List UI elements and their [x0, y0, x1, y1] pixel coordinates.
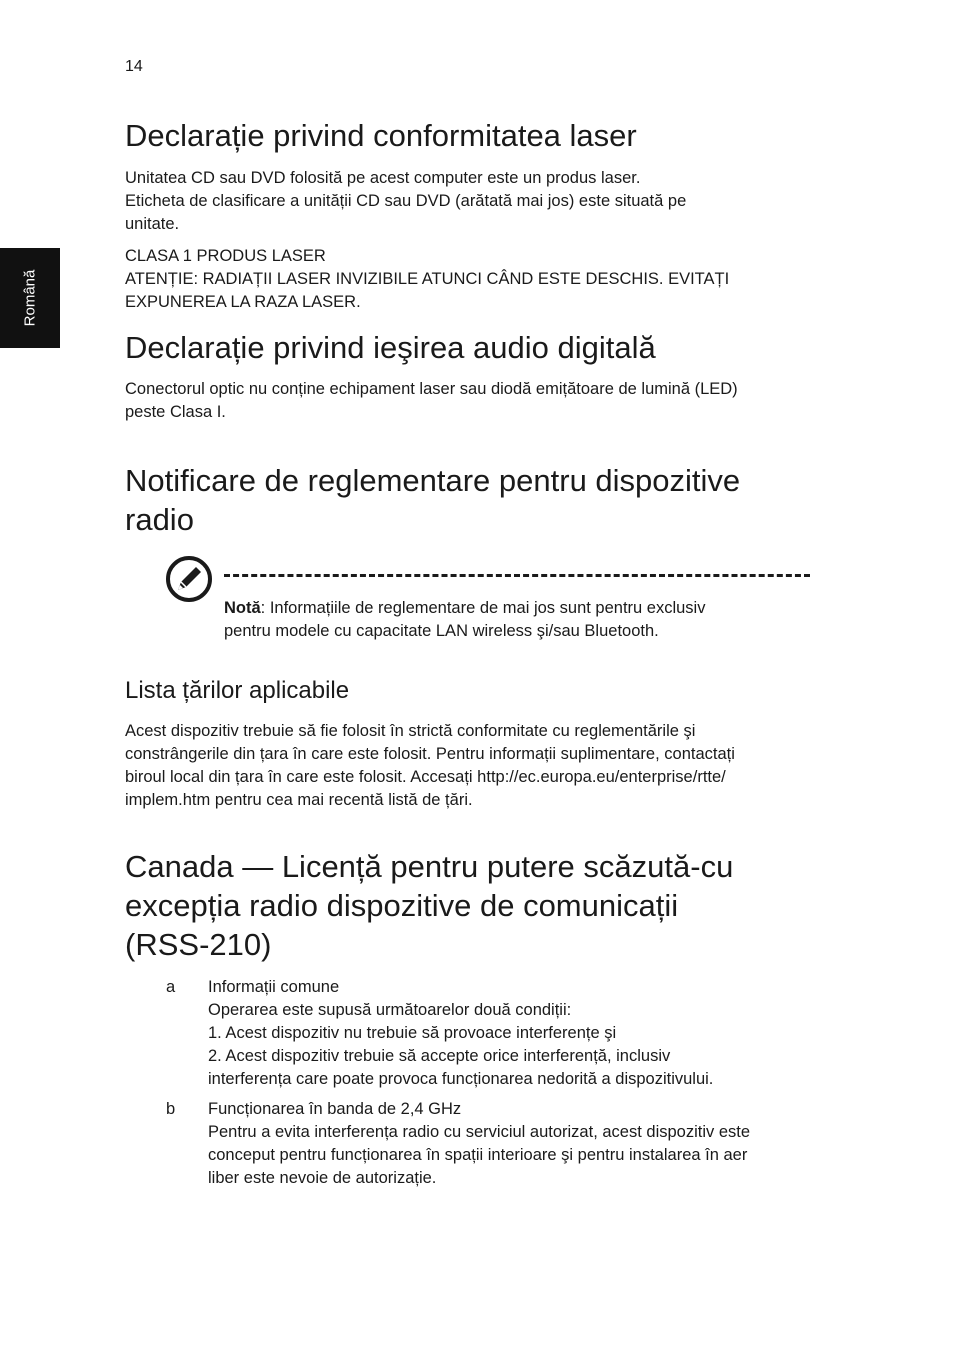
note-pencil-icon: [165, 555, 213, 603]
list-item-b: Funcționarea în banda de 2,4 GHz Pentru a evita interferența radio cu serviciul autorizat, acest dispozitiv este conceput pentru funcționarea în spații interioare şi pentru instalarea în aer liber este nevoie de autorizație.: [208, 1100, 751, 1187]
heading-canada-license: Canada — Licență pentru putere scăzută-cu excepția radio dispozitive de comunicații (RSS-210): [125, 849, 734, 962]
heading-digital-audio: Declarație privind ieşirea audio digitală: [125, 330, 656, 365]
note-label: Notă: [224, 599, 261, 617]
paragraph-applicable-countries: Acest dispozitiv trebuie să fie folosit în strictă conformitate cu reglementările şi constrângerile din țara în care este folosit. Pentru informații suplimentare, contactați biroul local din țara în care este folosit. Accesați http://ec.europa.eu/enterprise/rtte/ implem.htm pentru cea mai recentă listă de țări.: [125, 722, 735, 809]
note-text: Notă: Informațiile de reglementare de mai jos sunt pentru exclusiv pentru modele cu capacitate LAN wireless şi/sau Bluetooth.: [224, 599, 706, 640]
page-number: 14: [125, 58, 143, 75]
list-item-a: Informații comune Operarea este supusă următoarelor două condiții: 1. Acest dispozitiv nu trebuie să provoace interferențe şi 2. Acest dispozitiv trebuie să accepte orice interferență, inclusiv interferența care poate provoca funcționarea nedorită a dispozitivului.: [208, 978, 714, 1088]
paragraph-optical-connector: Conectorul optic nu conține echipament laser sau diodă emițătoare de lumină (LED) peste Clasa I.: [125, 380, 738, 421]
paragraph-laser-unit: Unitatea CD sau DVD folosită pe acest computer este un produs laser. Eticheta de clasificare a unității CD sau DVD (arătată mai jos) este situată pe unitate.: [125, 169, 687, 233]
list-marker-b: b: [166, 1100, 176, 1118]
subheading-applicable-countries: Lista țărilor aplicabile: [125, 677, 350, 704]
note-divider: [224, 574, 810, 577]
language-tab: [0, 248, 60, 348]
language-tab-label: Română: [21, 269, 39, 327]
list-marker-a: a: [166, 978, 176, 996]
heading-radio-devices: Notificare de reglementare pentru dispozitive radio: [125, 463, 741, 537]
heading-laser-compliance: Declarație privind conformitatea laser: [125, 118, 637, 153]
paragraph-laser-warning: CLASA 1 PRODUS LASER ATENȚIE: RADIAȚII LASER INVIZIBILE ATUNCI CÂND ESTE DESCHIS. EVITAȚI EXPUNEREA LA RAZA LASER.: [125, 247, 730, 311]
